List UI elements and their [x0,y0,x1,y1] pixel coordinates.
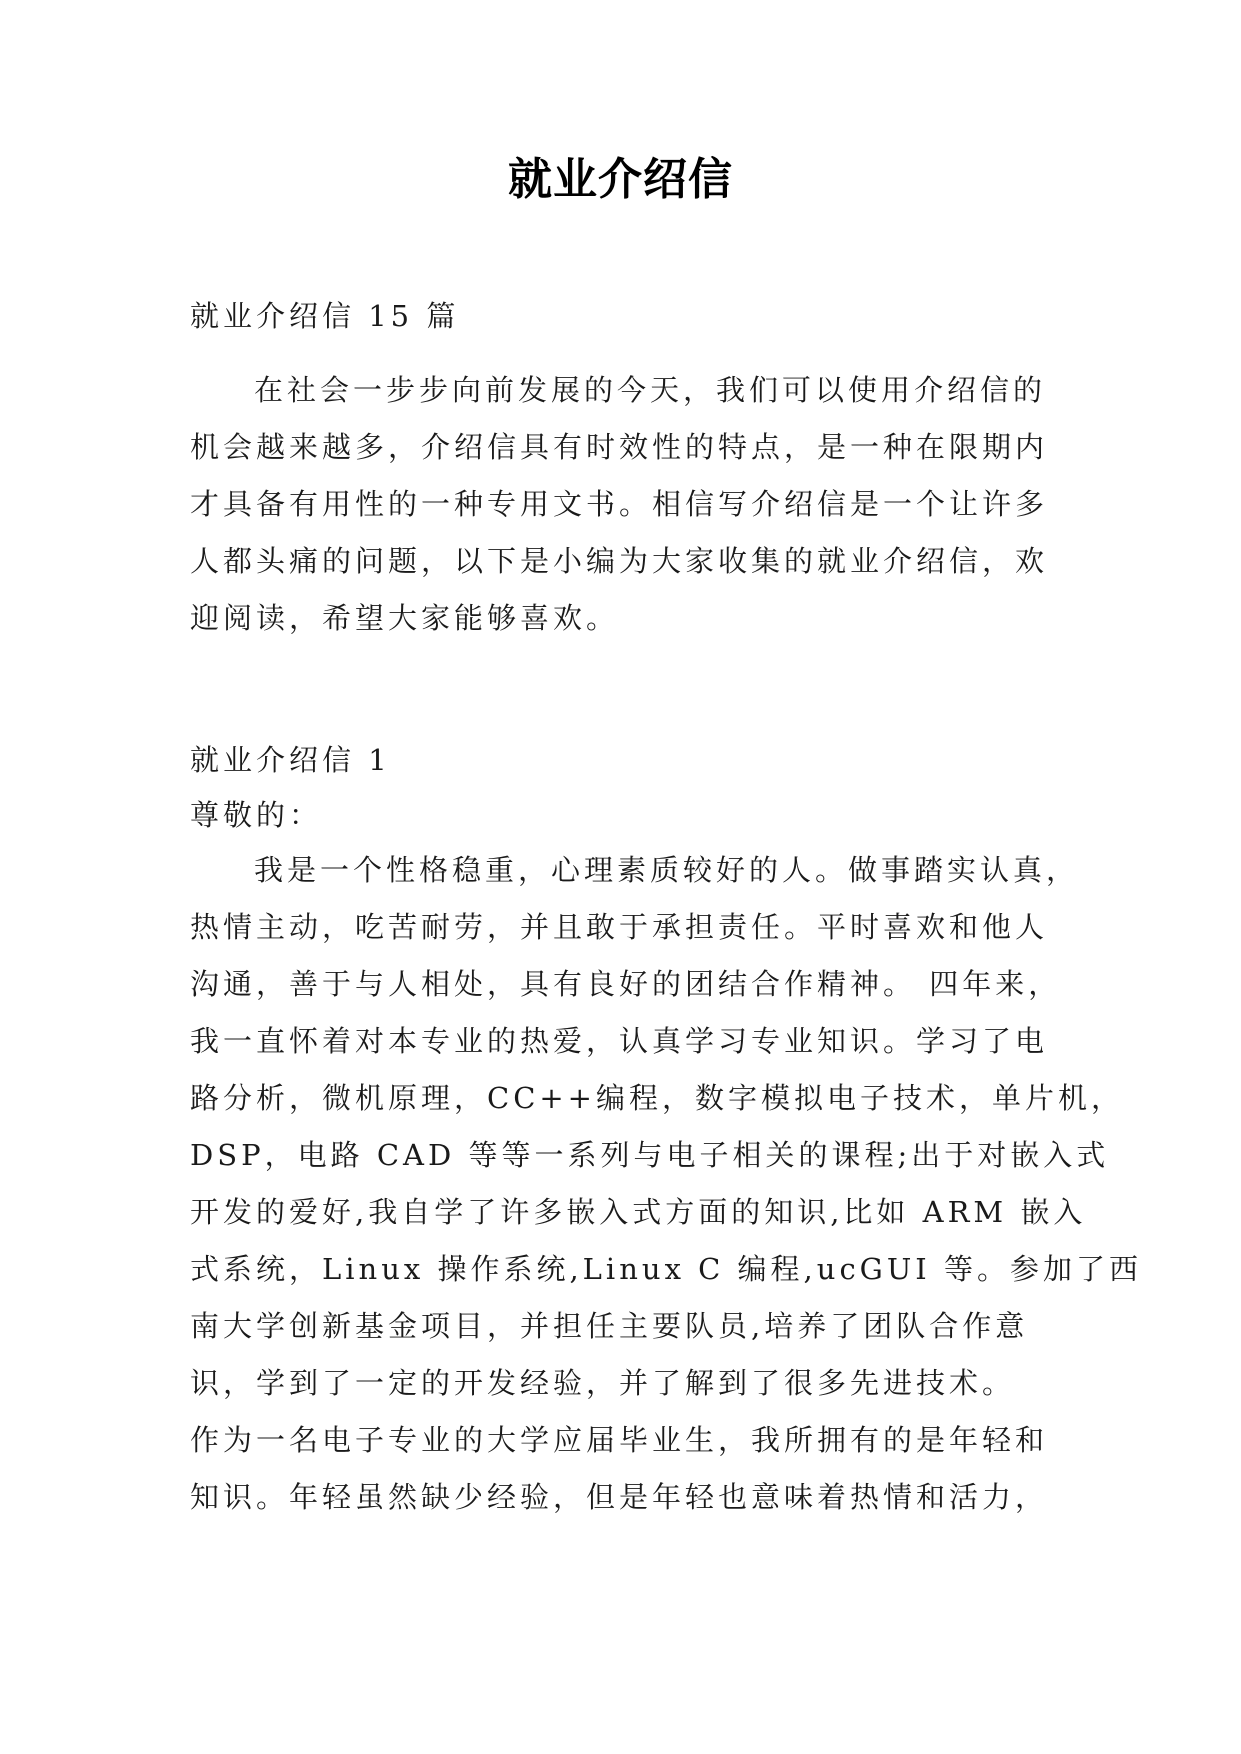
body-line: 开发的爱好,我自学了许多嵌入式方面的知识,比如 ARM 嵌入 [190,1195,1087,1229]
body-paragraph [190,850,1142,1534]
body-line: 式系统，Linux 操作系统,Linux C 编程,ucGUI 等。参加了西 [190,1252,1142,1286]
intro-line: 迎阅读，希望大家能够喜欢。 [190,601,620,635]
intro-paragraph [190,370,1050,655]
intro-line: 人都头痛的问题，以下是小编为大家收集的就业介绍信，欢 [190,544,1049,578]
body-line: 我是一个性格稳重，心理素质较好的人。做事踏实认真， [254,853,1080,887]
intro-line: 在社会一步步向前发展的今天，我们可以使用介绍信的 [254,373,1047,407]
body-line: 路分析，微机原理，CC++编程，数字模拟电子技术，单片机， [190,1081,1124,1115]
body-line: 识，学到了一定的开发经验，并了解到了很多先进技术。 [190,1366,1016,1400]
body-line: 热情主动，吃苦耐劳，并且敢于承担责任。平时喜欢和他人 [190,910,1049,944]
intro-line: 才具备有用性的一种专用文书。相信写介绍信是一个让许多 [190,487,1049,521]
intro-line: 机会越来越多，介绍信具有时效性的特点，是一种在限期内 [190,430,1049,464]
body-line: 知识。年轻虽然缺少经验，但是年轻也意味着热情和活力， [190,1480,1049,1514]
body-line: 我一直怀着对本专业的热爱，认真学习专业知识。学习了电 [190,1024,1049,1058]
body-line: 沟通，善于与人相处，具有良好的团结合作精神。 四年来， [190,967,1062,1001]
body-line: 作为一名电子专业的大学应届毕业生，我所拥有的是年轻和 [190,1423,1049,1457]
document-title: 就业介绍信 [508,154,733,205]
section-title: 就业介绍信 1 [190,743,391,777]
body-line: 南大学创新基金项目，并担任主要队员,培养了团队合作意 [190,1309,1029,1343]
body-line: DSP，电路 CAD 等等一系列与电子相关的课程;出于对嵌入式 [190,1138,1110,1172]
greeting: 尊敬的： [190,798,323,832]
document-subtitle: 就业介绍信 15 篇 [190,299,460,333]
